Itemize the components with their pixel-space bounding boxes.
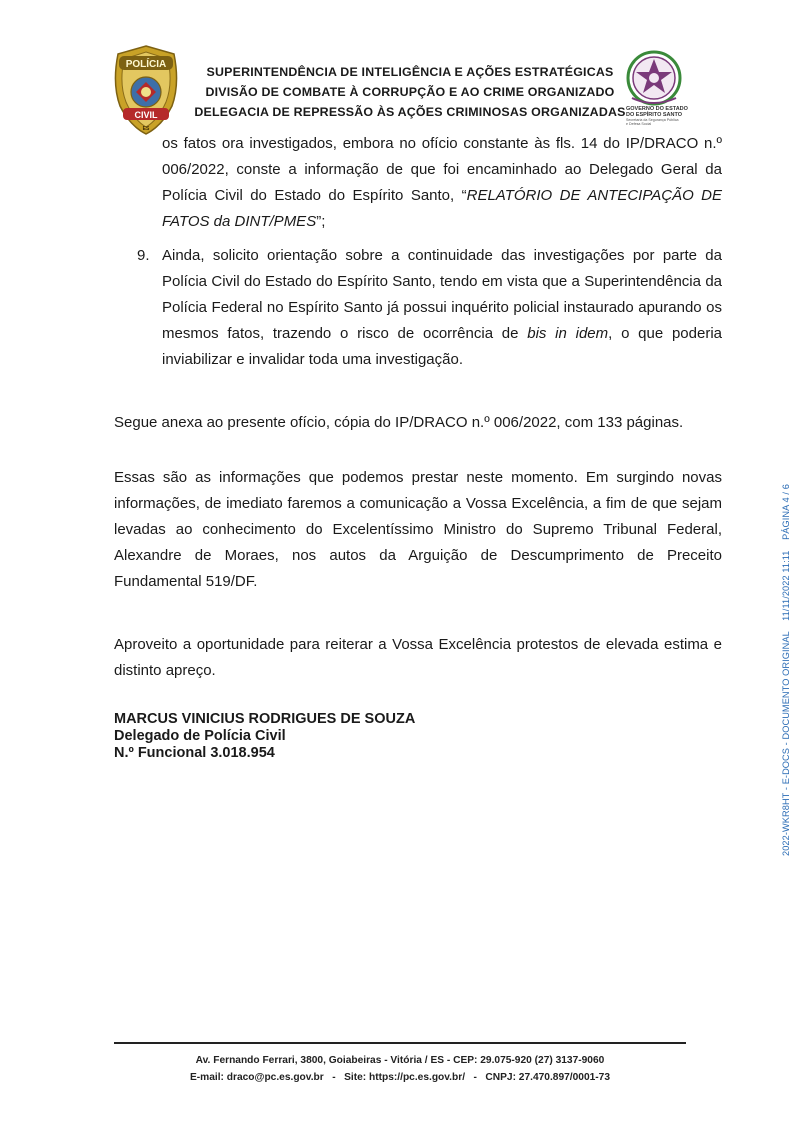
footer-contacts: E-mail: draco@pc.es.gov.br - Site: https://pc.es.gov.br/ - CNPJ: 27.470.897/0001-73 xyxy=(189,1072,611,1083)
seal-line-2: DO ESPÍRITO SANTO xyxy=(626,112,683,118)
seal-caption xyxy=(626,106,706,126)
letterhead xyxy=(110,44,710,140)
svg-text:POLÍCIA: POLÍCIA xyxy=(125,59,167,70)
paragraph-closing: Aproveito a oportunidade para reiterar a Vossa Excelência protestos de elevada estima e distinto apreço. xyxy=(114,636,722,679)
policia-civil-badge-logo xyxy=(110,44,182,136)
signer-title: Delegado de Polícia Civil xyxy=(114,728,286,744)
footer-divider xyxy=(114,1042,686,1044)
signature-block xyxy=(114,711,415,762)
item-9-text-a: Ainda, solicito orientação sobre a continuidade das investigações por parte da Polícia Civil do Estado do Espírito Santo, tendo em vista que a Superintendência da Polícia Federal no Espírito Santo já possui inquérito policial instaurado apurando os mesmos fatos, trazendo o risco de ocorrência de xyxy=(162,247,722,342)
paragraph-information: Essas são as informações que podemos prestar neste momento. Em surgindo novas informações, de imediato faremos a comunicação a Vossa Excelência, a fim de que sejam levadas ao conhecimento do Excelentíssimo Ministro do Supremo Tribunal Federal, Alexandre de Moraes, nos autos da Arguição de Descumprimento de Preceito Fundamental 519/DF. xyxy=(114,469,722,590)
item-9-text-b: , o que poderia inviabilizar e invalidar toda uma investigação. xyxy=(162,325,722,368)
seal-sub-1: Secretaria da Segurança Pública xyxy=(626,118,679,122)
signer-id: N.º Funcional 3.018.954 xyxy=(114,745,275,761)
header-line-3: DELEGACIA DE REPRESSÃO ÀS AÇÕES CRIMINOSAS ORGANIZADAS xyxy=(194,105,626,119)
svg-text:CIVIL: CIVIL xyxy=(134,110,158,120)
svg-text:ES: ES xyxy=(142,126,150,132)
item-8-text-b: ”; xyxy=(316,213,326,230)
paragraph-attachment: Segue anexa ao presente ofício, cópia do IP/DRACO n.º 006/2022, com 133 páginas. xyxy=(114,414,684,431)
seal-line-1: GOVERNO DO ESTADO xyxy=(626,106,688,112)
item-9-text xyxy=(162,243,722,373)
agency-name xyxy=(190,62,630,122)
signer-name: MARCUS VINICIUS RODRIGUES DE SOUZA xyxy=(114,711,416,727)
item-9-number: 9. xyxy=(137,247,150,264)
item-8-continuation xyxy=(162,131,722,235)
item-8-text-a: os fatos ora investigados, embora no ofício constante às fls. 14 do IP/DRACO n.º 006/2022, conste a informação de que foi encaminhado ao Delegado Geral da Polícia Civil do Estado do Espírito Santo, “ xyxy=(162,135,722,204)
header-line-1: SUPERINTENDÊNCIA DE INTELIGÊNCIA E AÇÕES ESTRATÉGICAS xyxy=(206,65,614,79)
seal-sub-2: e Defesa Social xyxy=(626,122,652,126)
item-9-italic: bis in idem xyxy=(527,325,609,342)
header-line-2: DIVISÃO DE COMBATE À CORRUPÇÃO E AO CRIME ORGANIZADO xyxy=(205,85,615,99)
document-side-stamp: 2022-WKR8HT - E-DOCS - DOCUMENTO ORIGINAL 11/11/2022 11:11 PÁGINA 4 / 6 xyxy=(781,484,791,856)
item-8-italic: RELATÓRIO DE ANTECIPAÇÃO DE FATOS da DINT/PMES xyxy=(162,187,722,230)
footer-address: Av. Fernando Ferrari, 3800, Goiabeiras - Vitória / ES - CEP: 29.075-920 (27) 3137-9060 xyxy=(195,1055,605,1066)
